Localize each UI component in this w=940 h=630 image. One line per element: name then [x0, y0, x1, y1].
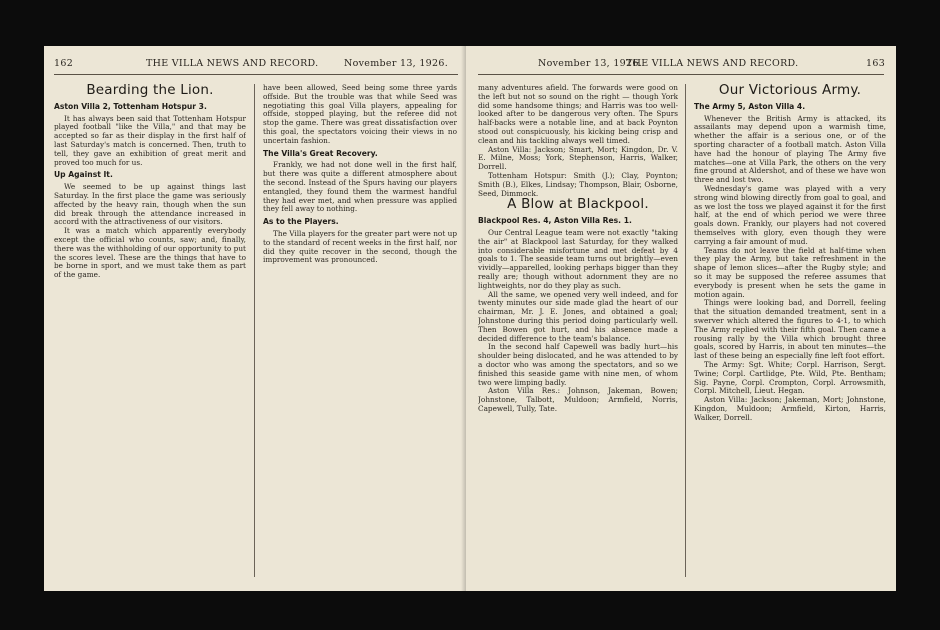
paragraph: have been allowed, Seed being some three yards offside. But the trouble was that while Seed was negotiating this goal Villa players, appealing for offside, stopped playing, but the referee did not stop the game. There was great dissatisfaction over this goal, the spectators voicing their views in no uncertain fashion. — [263, 84, 457, 145]
article-title-army: Our Victorious Army. — [718, 84, 862, 98]
team-lineup: The Army: Sgt. White; Corpl. Harrison, Sergt. Twine; Corpl. Cartlidge, Pte. Wild, Pte. Bentham; Sig. Payne, Corpl. Crompton, Corpl. Arrowsmith, Corpl. Mitchell, Lieut. Hegan. — [694, 359, 886, 396]
article-title-bearding: Bearding the Lion. — [86, 84, 214, 98]
right-column-2 — [694, 84, 886, 579]
paragraph: All the same, we opened very well indeed, and for twenty minutes our side made glad the heart of our chairman, Mr. J. E. Jones, and obtained a goal; Johnstone during this period doing particularly well. Then Bowen got hurt, and his absence made a decided difference to the team's balance. — [478, 289, 678, 343]
header-rule — [54, 74, 458, 75]
header-date: November 13, 1926. — [538, 58, 643, 69]
match-result: The Army 5, Aston Villa 4. — [694, 101, 806, 111]
team-lineup: Aston Villa Res.: Johnson, Jakeman, Bowen; Johnstone, Talbott, Muldoon; Armfield, Norris, Capewell, Tully, Tate. — [478, 386, 678, 413]
paragraph: The Villa players for the greater part were not up to the standard of recent weeks in the first half, nor did they quite recover in the second, though the improvement was pronounced. — [263, 228, 457, 265]
match-result: Blackpool Res. 4, Aston Villa Res. 1. — [478, 216, 632, 226]
team-lineup: Aston Villa: Jackson; Jakeman, Mort; Johnstone, Kingdon, Muldoon; Armfield, Kirton, Harris, Walker, Dorrell. — [694, 395, 886, 422]
left-column-2 — [263, 84, 457, 579]
paragraph: We seemed to be up against things last Saturday. In the first place the game was seriously affected by the heavy rain, though when the sun did break through the attendance increased in accord with the attractiveness of our visitors. — [54, 182, 246, 227]
paragraph: many adventures afield. The forwards were good on the left but not so sound on the right — though York did some handsome things; and Harris was too well-looked after to be dangerous very often. The Spurs half-backs were a notable line, and at back Poynton stood out conspicuously, his kicking being crisp and clean and his tackling always well timed. — [478, 84, 678, 145]
header-rule — [478, 74, 884, 75]
subheading: As to the Players. — [263, 217, 339, 227]
match-result: Aston Villa 2, Tottenham Hotspur 3. — [54, 101, 207, 111]
page-number: 162 — [54, 58, 74, 69]
paragraph: Teams do not leave the field at half-time when they play the Army, but take refreshment in the shape of lemon slices—after the Rugby style; and so it may be supposed the referee assumes that everybody is present when he sets the game in motion again. — [694, 245, 886, 299]
paragraph: Whenever the British Army is attacked, its assailants may depend upon a warmish time, whether the affair is a serious one, or of the sporting character of a football match. Aston Villa have had the honour of playing The Army five matches—one at Villa Park, the others on the very fine ground at Aldershot, and of these we have won three and lost two. — [694, 113, 886, 185]
left-page — [44, 46, 466, 591]
running-header-left — [54, 58, 459, 70]
paragraph: It has always been said that Tottenham Hotspur played football "like the Villa," and that may be accepted so far as their display in the first half of last Saturday's match is concerned. Then, truth to tell, they gave an exhibition of great merit and proved too much for us. — [54, 113, 246, 167]
left-column-1 — [54, 84, 246, 579]
paragraph: Frankly, we had not done well in the first half, but there was quite a different atmosphere about the second. Instead of the Spurs having our players entangled, they found them the warmest handful they had ever met, and when pressure was applied they fell away to nothing. — [263, 160, 457, 214]
right-column-1 — [478, 84, 678, 579]
article-title-blackpool: A Blow at Blackpool. — [507, 196, 649, 213]
paragraph: Things were looking bad, and Dorrell, feeling that the situation demanded treatment, sent in a swerver which altered the figures to 4-1, to which The Army replied with their fifth goal. Then came a rousing rally by the Villa which brought three goals, scored by Harris, in about ten minutes—the last of these being an especially fine left foot effort. — [694, 298, 886, 361]
team-lineup: Tottenham Hotspur: Smith (J.); Clay, Poynton; Smith (B.), Elkes, Lindsay; Thompson, Blair, Osborne, Seed, Dimmock. — [478, 170, 678, 198]
subheading: Up Against It. — [54, 170, 113, 180]
header-date: November 13, 1926. — [344, 58, 449, 69]
header-title: THE VILLA NEWS AND RECORD. — [146, 58, 319, 69]
subheading: The Villa's Great Recovery. — [263, 148, 378, 158]
paragraph: It was a match which apparently everybody except the official who counts, saw; and, finally, there was the withholding of our opportunity to put the scores level. These are the things that have to be borne in sport, and we must take them as part of the game. — [54, 226, 246, 280]
page-number: 163 — [866, 58, 886, 69]
paragraph: In the second half Capewell was badly hurt—his shoulder being dislocated, and he was attended to by a doctor who was among the spectators, and so we finished this seaside game with nine men, of whom two were limping badly. — [478, 342, 678, 387]
header-title: THE VILLA NEWS AND RECORD. — [626, 58, 799, 69]
paragraph: Wednesday's game was played with a very strong wind blowing directly from goal to goal, and as we lost the toss we played against it for the first half, at the end of which period we were three goals down. Frankly, our players had not covered themselves with glory, even though they were carrying a fair amount of mud. — [694, 183, 886, 246]
column-divider — [685, 84, 686, 577]
team-lineup: Aston Villa: Jackson; Smart, Mort; Kingdon, Dr. V. E. Milne, Moss; York, Stephenson, Harris, Walker, Dorrell. — [478, 144, 678, 172]
right-page — [466, 46, 896, 591]
running-header-right — [478, 58, 886, 70]
column-divider — [254, 84, 255, 577]
paragraph: Our Central League team were not exactly "taking the air" at Blackpool last Saturday, for they walked into considerable misfortune and met defeat by 4 goals to 1. The seaside team turns out brightly—even vividly—apparelled, looking perhaps bigger than they really are; though without adornment they are no lightweights, nor do they play as such. — [478, 227, 678, 290]
